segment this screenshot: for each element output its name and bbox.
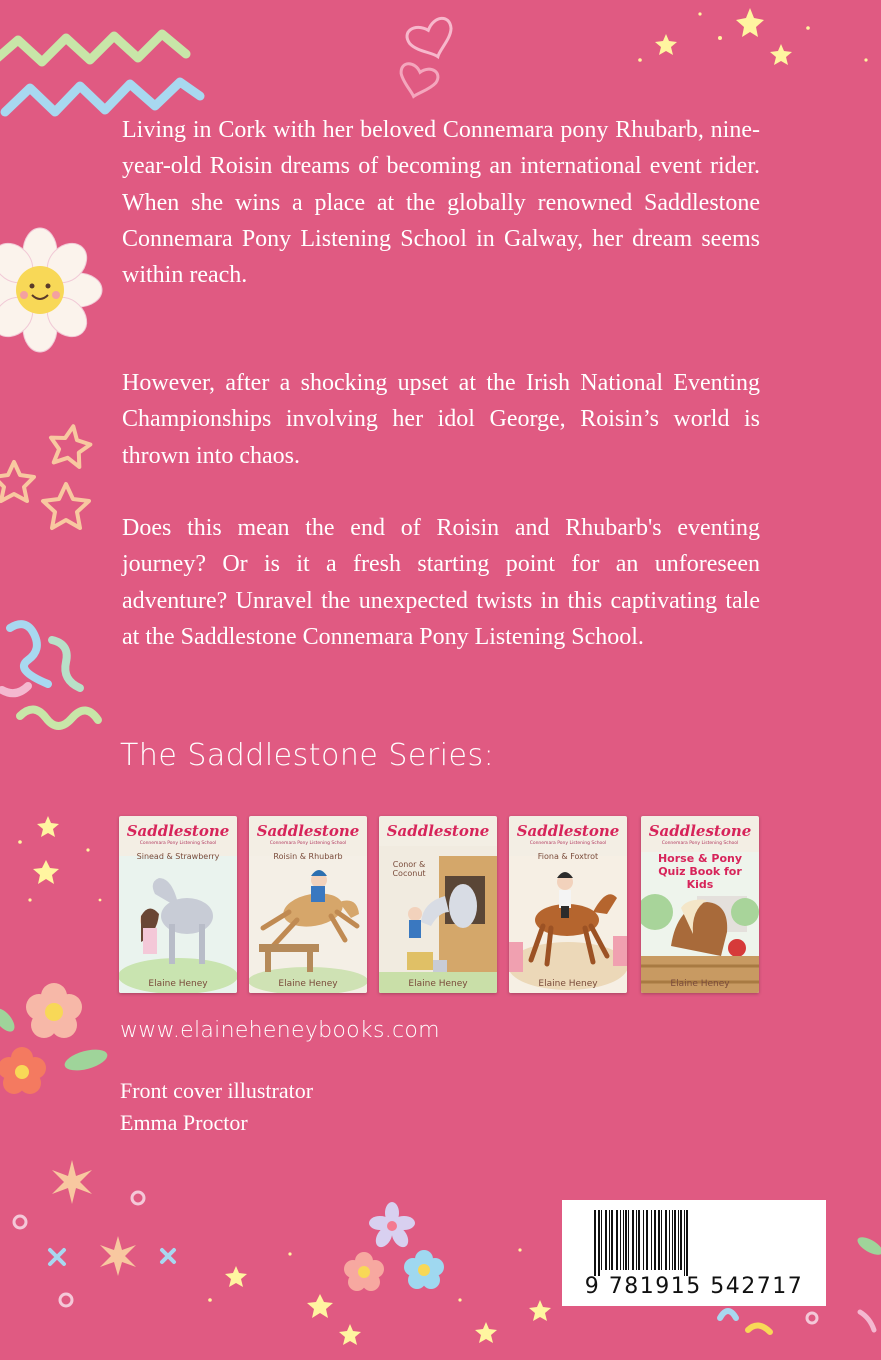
- cover-subtitle: Connemara Pony Listening School: [661, 841, 739, 846]
- barcode-bar: [651, 1210, 652, 1270]
- cover-series-name: Saddlestone: [256, 822, 360, 840]
- cover-author: Elaine Heney: [148, 979, 208, 989]
- cover-subtitle: Connemara Pony Listening School: [269, 841, 347, 846]
- cover-title: Horse & Pony Quiz Book for Kids: [657, 852, 743, 891]
- cover-author: Elaine Heney: [408, 979, 468, 989]
- cover-subtitle: Connemara Pony Listening School: [529, 841, 607, 846]
- cover-series-name: Saddlestone: [648, 822, 752, 840]
- series-book-covers: [119, 816, 761, 993]
- squiggle-decoration: [2, 624, 98, 726]
- book-cover: [641, 816, 759, 993]
- barcode-bar: [632, 1210, 634, 1270]
- cover-author: Elaine Heney: [278, 979, 338, 989]
- barcode-bar: [611, 1210, 613, 1270]
- book-cover: [509, 816, 627, 993]
- series-heading: The Saddlestone Series:: [120, 738, 495, 773]
- website-url: www.elaineheneybooks.com: [120, 1018, 440, 1043]
- barcode-bar: [609, 1210, 610, 1270]
- barcode-bar: [665, 1210, 667, 1270]
- barcode-bar: [623, 1210, 624, 1270]
- blurb-paragraph-1: Living in Cork with her beloved Connemara pony Rhubarb, nine-year-old Roisin dreams of becoming an international event rider. When she wins a place at the globally renowned Saddlestone Connemara Pony Listening School in Galway, her dream seems within reach.: [122, 117, 760, 289]
- barcode-bar: [628, 1210, 629, 1270]
- cover-author: Elaine Heney: [670, 979, 730, 989]
- book-cover: [119, 816, 237, 993]
- barcode-bar: [669, 1210, 670, 1270]
- barcode-bar: [601, 1210, 602, 1270]
- cover-illustration: [379, 816, 497, 993]
- flower-icon: [0, 983, 110, 1094]
- cover-series-name: Saddlestone: [386, 822, 490, 840]
- barcode-bar: [686, 1210, 688, 1276]
- barcode-bar: [638, 1210, 640, 1270]
- illustrator-credit-label: Front cover illustrator: [120, 1078, 314, 1103]
- cover-series-name: Saddlestone: [516, 822, 620, 840]
- barcode-bar: [684, 1210, 685, 1276]
- isbn-barcode: [562, 1200, 826, 1306]
- star-outline-icon: [0, 423, 93, 528]
- barcode-bar: [594, 1210, 596, 1276]
- heart-icon: [396, 62, 440, 101]
- book-cover: [249, 816, 367, 993]
- barcode-bar: [672, 1210, 673, 1270]
- barcode-bar: [616, 1210, 618, 1270]
- barcode-bar: [643, 1210, 644, 1270]
- zigzag-green-decoration: [0, 34, 186, 62]
- heart-icon: [405, 16, 460, 64]
- star-sparkle-icon: [638, 8, 867, 65]
- illustrator-name: Emma Proctor: [120, 1110, 248, 1135]
- book-cover: [379, 816, 497, 993]
- barcode-bar: [620, 1210, 621, 1270]
- barcode-bar: [674, 1210, 676, 1270]
- blurb-paragraph-2: However, after a shocking upset at the Irish National Eventing Championships involving her idol George, Roisin’s world is thrown into chaos.: [122, 370, 760, 469]
- barcode-bar: [680, 1210, 682, 1270]
- cover-series-name: Saddlestone: [126, 822, 230, 840]
- cover-title: Conor & Coconut: [392, 860, 426, 878]
- barcode-bar: [646, 1210, 648, 1270]
- cover-title: Sinead & Strawberry: [136, 852, 220, 861]
- barcode-bar: [661, 1210, 662, 1270]
- barcode-bar: [636, 1210, 637, 1270]
- barcode-bar: [678, 1210, 679, 1270]
- smiling-daisy-icon: [0, 228, 102, 352]
- cover-subtitle: Connemara Pony Listening School: [139, 841, 217, 846]
- cover-title: Fiona & Foxtrot: [537, 852, 599, 861]
- barcode-bar: [605, 1210, 607, 1270]
- isbn-number: 9 781915 542717: [584, 1274, 804, 1299]
- barcode-bar: [654, 1210, 656, 1270]
- barcode-bar: [598, 1210, 600, 1276]
- barcode-bar: [625, 1210, 627, 1270]
- zigzag-blue-decoration: [5, 82, 200, 112]
- blurb-paragraph-3: Does this mean the end of Roisin and Rhubarb's eventing journey? Or is it a fresh starting point for an unforeseen adventure? Unravel the unexpected twists in this captivating tale at the Saddlestone Connemara Pony Listening School.: [122, 515, 760, 650]
- cover-author: Elaine Heney: [538, 979, 598, 989]
- star-sparkle-icon: [18, 816, 101, 902]
- cover-title: Roisin & Rhubarb: [273, 852, 343, 861]
- barcode-bar: [658, 1210, 660, 1270]
